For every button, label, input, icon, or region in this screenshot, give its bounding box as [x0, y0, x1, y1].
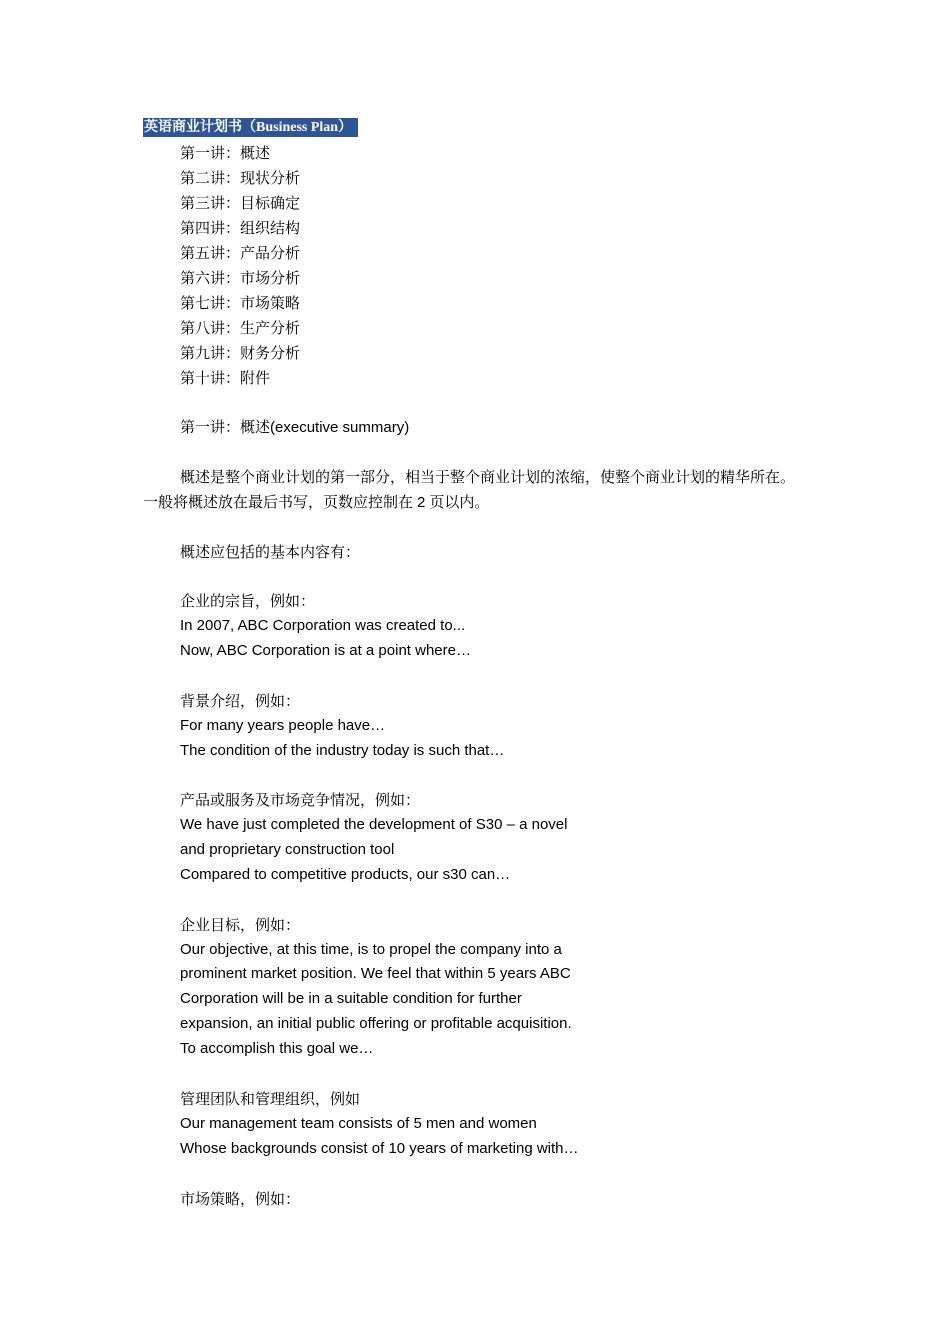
section-label-objectives: 企业目标，例如：	[180, 916, 301, 934]
section-line: For many years people have…	[180, 717, 386, 734]
section-line: prominent market position. We feel that within 5 years ABC	[180, 965, 571, 982]
section-line: and proprietary construction tool	[180, 841, 395, 858]
intro-line-2-post: 页以内。	[429, 493, 490, 511]
section-line: We have just completed the development of S30 – a novel	[180, 816, 568, 833]
section-line: In 2007, ABC Corporation was created to...	[180, 617, 466, 634]
document-title: 英语商业计划书（Business Plan）	[143, 118, 358, 137]
toc-item-10: 第十讲：附件	[180, 369, 271, 387]
section-label-background: 背景介绍，例如：	[180, 692, 301, 710]
section-line: expansion, an initial public offering or profitable acquisition.	[180, 1015, 572, 1032]
section-line: To accomplish this goal we…	[180, 1040, 374, 1057]
toc-item-9: 第九讲：财务分析	[180, 344, 301, 362]
section-line: Whose backgrounds consist of 10 years of marketing with…	[180, 1140, 579, 1157]
intro-line-1: 概述是整个商业计划的第一部分，相当于整个商业计划的浓缩，使整个商业计划的精华所在。	[180, 468, 796, 486]
section-label-market-strategy: 市场策略，例如：	[180, 1190, 301, 1208]
section-label-management: 管理团队和管理组织，例如	[180, 1090, 361, 1108]
contents-heading: 概述应包括的基本内容有：	[180, 543, 361, 561]
section-label-products: 产品或服务及市场竞争情况，例如：	[180, 791, 421, 809]
lecture1-heading	[180, 417, 409, 438]
toc-item-4: 第四讲：组织结构	[180, 219, 301, 237]
lecture1-heading-en: (executive summary)	[270, 419, 410, 436]
toc-item-1: 第一讲：概述	[180, 144, 271, 162]
section-line: Now, ABC Corporation is at a point where…	[180, 642, 471, 659]
toc-item-5: 第五讲：产品分析	[180, 244, 301, 262]
section-line: Corporation will be in a suitable condition for further	[180, 990, 522, 1007]
intro-line-2-pre: 一般将概述放在最后书写，页数应控制在	[143, 493, 414, 511]
section-line: Our objective, at this time, is to propel the company into a	[180, 941, 562, 958]
toc-item-6: 第六讲：市场分析	[180, 269, 301, 287]
section-line: Our management team consists of 5 men and women	[180, 1115, 537, 1132]
section-label-mission: 企业的宗旨，例如：	[180, 592, 316, 610]
toc-item-2: 第二讲：现状分析	[180, 169, 301, 187]
intro-page-count: 2	[417, 494, 426, 511]
lecture1-heading-cn: 第一讲：概述	[180, 418, 271, 436]
toc-item-7: 第七讲：市场策略	[180, 294, 301, 312]
toc-item-3: 第三讲：目标确定	[180, 194, 301, 212]
section-line: The condition of the industry today is such that…	[180, 742, 505, 759]
section-line: Compared to competitive products, our s30 can…	[180, 866, 511, 883]
toc-item-8: 第八讲：生产分析	[180, 319, 301, 337]
intro-line-2	[143, 492, 489, 513]
